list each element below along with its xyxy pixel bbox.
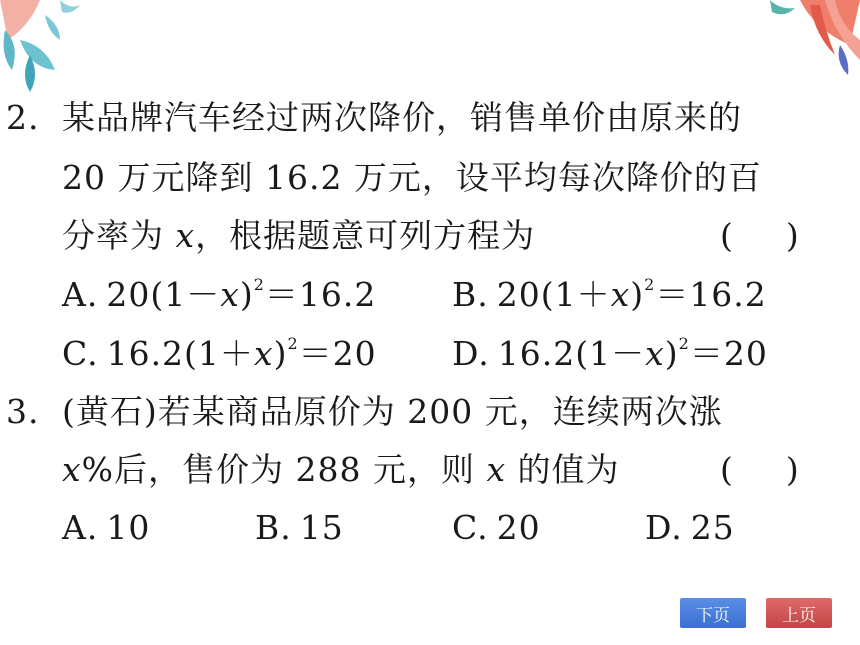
question-2-line-1: 某品牌汽车经过两次降价，销售单价由原来的 (62, 98, 742, 137)
variable-x: x (175, 216, 196, 255)
variable-x: x (486, 450, 507, 489)
question-2-option-c[interactable]: C. $16.2(1+x)^2=20$ (62, 334, 377, 373)
question-3-line-2: x%后，售价为 288 元，则 x 的值为 (62, 450, 620, 489)
question-3-number: 3. (6, 392, 40, 431)
question-2-answer-blank[interactable]: ( ) (720, 216, 800, 255)
question-3-option-a[interactable]: A. 10 (62, 508, 151, 547)
question-2-option-b[interactable]: B. $20(1+x)^2=16.2$ (452, 275, 767, 314)
question-2-line-3-start: 分率为 (62, 216, 176, 255)
question-3-option-b[interactable]: B. 15 (255, 508, 344, 547)
next-page-button[interactable]: 下页 (680, 598, 746, 628)
variable-x: x (62, 450, 82, 489)
question-2-number: 2. (6, 98, 40, 137)
previous-page-button[interactable]: 上页 (766, 598, 832, 628)
corner-foliage-left (0, 0, 110, 95)
question-3-line-1: (黄石)若某商品原价为 200 元，连续两次涨 (62, 392, 723, 431)
question-3-option-c[interactable]: C. 20 (452, 508, 541, 547)
question-2-line-3-end: ，根据题意可列方程为 (195, 216, 536, 255)
question-2-option-a[interactable]: A. $20(1-x)^2=16.2$ (62, 275, 377, 314)
question-2-line-2: 20 万元降到 16.2 万元，设平均每次降价的百 (62, 158, 762, 197)
question-2-option-d[interactable]: D. $16.2(1-x)^2=20$ (452, 334, 768, 373)
corner-foliage-right (740, 0, 860, 75)
question-3-answer-blank[interactable]: ( ) (720, 450, 800, 489)
question-2-line-3 (62, 216, 535, 256)
question-3-option-d[interactable]: D. 25 (645, 508, 735, 547)
